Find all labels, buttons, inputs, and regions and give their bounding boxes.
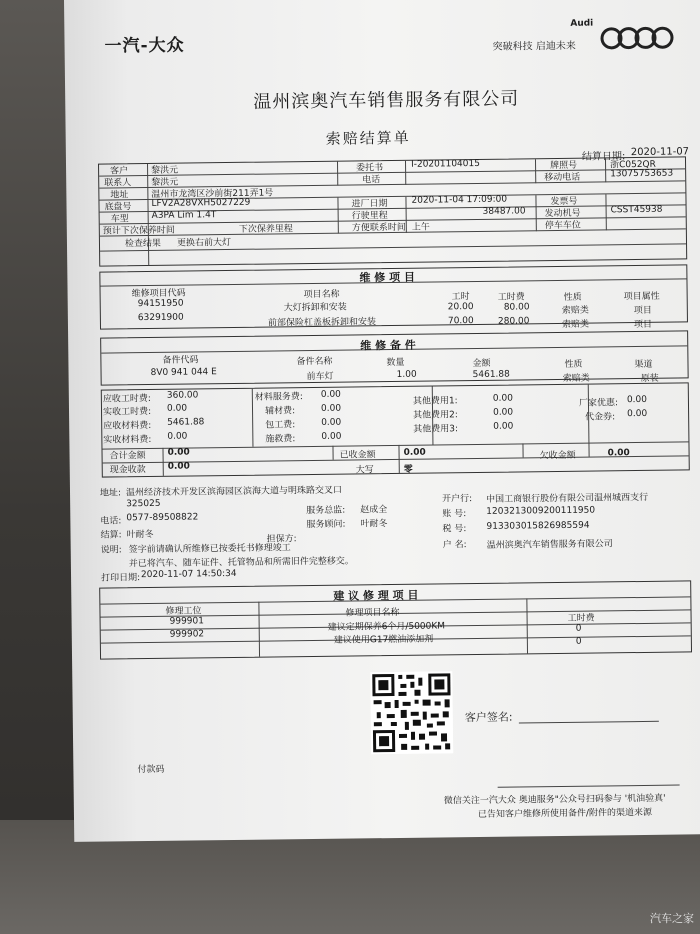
print-date: 2020-11-07 14:50:34 xyxy=(140,568,237,581)
address-label: 地址 xyxy=(110,190,129,201)
repair-row-2-code: 63291900 xyxy=(137,312,184,324)
repair-row-1-code: 94151950 xyxy=(137,298,184,310)
check-result-label: 检查结果 xyxy=(124,238,162,250)
vin-label: 底盘号 xyxy=(104,202,132,213)
received-amount-label: 已收金额 xyxy=(339,450,376,461)
tax-id-label: 税 号: xyxy=(442,524,467,535)
parts-channel-notice: 已告知客户维修所使用备件/附件的渠道来源 xyxy=(477,807,653,821)
total-amount-label: 合计金额 xyxy=(109,451,146,462)
payment-qr-code[interactable] xyxy=(370,671,453,754)
other-fee-1-value: 0.00 xyxy=(492,393,514,404)
next-maint-mileage-label: 下次保养里程 xyxy=(238,224,293,235)
account-number: 1203213009200111950 xyxy=(486,505,596,517)
suggest-row-1-fee: 0 xyxy=(575,623,582,634)
aux-material-label: 辅材费: xyxy=(264,406,296,417)
plate-value: 浙C052QR xyxy=(609,159,656,171)
account-label: 账 号: xyxy=(442,509,467,520)
parts-row-1-code: 8V0 941 044 E xyxy=(150,367,217,378)
repair-row-1-name: 大灯拆卸和安装 xyxy=(283,302,347,314)
settler: 叶耐冬 xyxy=(126,529,154,541)
company-name: 温州滨奥汽车销售服务有限公司 xyxy=(253,88,520,113)
suggest-row-2-name: 建议使用G17燃油添加剂 xyxy=(333,634,434,646)
print-date-label: 打印日期: xyxy=(101,573,141,584)
wechat-promo-text: 微信关注一汽大众 奥迪服务"公众号扫码参与 '机油验真' xyxy=(443,793,666,807)
material-received-label: 实收材料费: xyxy=(103,434,152,446)
other-fee-3-label: 其他费用3: xyxy=(413,424,459,435)
suggest-section-title: 建 议 修 理 项 目 xyxy=(333,588,419,603)
settle-date-label: 结算日期: xyxy=(581,151,626,163)
vin-value: LFV2A28VXH5027229 xyxy=(151,197,251,209)
repair-row-1-nature: 索赔类 xyxy=(561,305,589,316)
suggest-row-2-fee: 0 xyxy=(575,636,582,647)
material-receivable-label: 应收材料费: xyxy=(103,420,152,432)
repair-header-fee: 工时费 xyxy=(497,292,525,303)
phone-label: 电话 xyxy=(362,175,381,186)
guarantor-label: 担保方: xyxy=(266,534,297,545)
invoice-label: 发票号 xyxy=(550,196,578,208)
customer-signature-label: 客户签名: xyxy=(464,710,513,725)
service-advisor-label: 服务顾问: xyxy=(306,519,346,531)
service-advisor: 叶耐冬 xyxy=(360,519,388,530)
suggest-header-name: 修理项目名称 xyxy=(345,607,400,619)
received-amount-value: 0.00 xyxy=(403,447,426,458)
owed-amount-value: 0.00 xyxy=(607,448,630,459)
repair-section-title: 维 修 项 目 xyxy=(359,270,415,285)
parts-row-1-qty: 1.00 xyxy=(396,369,417,380)
repair-row-2-fee: 280.00 xyxy=(497,316,530,327)
contract-fee-value: 0.00 xyxy=(321,417,342,428)
order-label: 委托书 xyxy=(356,163,384,174)
tax-id: 913303015826985594 xyxy=(486,520,590,532)
plate-label: 牌照号 xyxy=(550,160,578,172)
postcode: 325025 xyxy=(126,498,161,510)
other-fee-2-label: 其他费用2: xyxy=(413,410,458,421)
material-receivable-value: 5461.88 xyxy=(167,417,205,428)
other-fee-3-value: 0.00 xyxy=(493,421,514,432)
repair-row-1-hours: 20.00 xyxy=(447,302,474,313)
dealer-address-label: 地址: xyxy=(99,488,122,499)
contact-time-value: 上午 xyxy=(411,222,430,233)
mileage-value: 38487.00 xyxy=(482,206,526,217)
material-service-value: 0.00 xyxy=(320,389,341,400)
service-director: 赵成全 xyxy=(360,505,388,516)
parts-header-qty: 数量 xyxy=(386,357,405,369)
aux-material-value: 0.00 xyxy=(320,403,342,414)
next-maint-time-label: 预计下次保养时间 xyxy=(102,225,175,237)
bottom-rule xyxy=(498,785,680,788)
contact-time-label: 方便联系时间 xyxy=(351,222,406,234)
discount-value: 0.00 xyxy=(626,394,648,406)
repair-header-hours: 工时 xyxy=(451,292,470,303)
audi-slogan: 突破科技 启迪未来 xyxy=(492,40,576,53)
parts-section-title: 维 修 备 件 xyxy=(360,338,416,353)
rescue-fee-label: 施救费: xyxy=(265,434,296,445)
repair-row-2-hours: 70.00 xyxy=(447,316,474,327)
suggest-header-station: 修理工位 xyxy=(165,606,202,617)
repair-header-nature: 性质 xyxy=(563,292,582,303)
signature-line xyxy=(519,721,659,724)
parts-row-1-name: 前车灯 xyxy=(306,371,334,383)
account-name-label: 户 名: xyxy=(442,540,467,551)
customer-value: 黎洪元 xyxy=(151,165,179,176)
document-title: 索赔结算单 xyxy=(325,128,411,148)
repair-row-2-attr: 项目 xyxy=(633,319,653,331)
repair-header-code: 维修项目代码 xyxy=(131,288,186,300)
other-fee-2-value: 0.00 xyxy=(493,407,514,418)
entry-date-label: 进厂日期 xyxy=(351,199,388,210)
suggest-row-1-name: 建议定期保养6个月/5000KM xyxy=(327,621,446,633)
suggest-header-fee: 工时费 xyxy=(567,613,595,624)
dealer-address: 温州经济技术开发区滨海园区滨海大道与明珠路交叉口 xyxy=(125,485,343,499)
parts-header-name: 备件名称 xyxy=(296,356,333,368)
repair-header-name: 项目名称 xyxy=(303,289,340,301)
labor-receivable-label: 应收工时费: xyxy=(102,393,151,405)
total-amount-value: 0.00 xyxy=(167,447,190,458)
parts-header-channel: 渠道 xyxy=(634,359,653,371)
voucher-value: 0.00 xyxy=(627,408,648,420)
note-line-1: 签字前请确认所维修已按委托书修理竣工 xyxy=(128,543,291,556)
owed-amount-label: 欠收金额 xyxy=(539,450,576,462)
other-fee-1-label: 其他费用1: xyxy=(412,396,458,407)
repair-header-attr: 项目属性 xyxy=(623,291,660,303)
order-value: I-20201104015 xyxy=(410,158,480,170)
material-received-value: 0.00 xyxy=(167,431,188,442)
cash-received-value: 0.00 xyxy=(167,461,190,472)
autohome-watermark: 汽车之家 xyxy=(650,912,694,925)
note-line-2: 并已将汽车、随车证件、托管物品和所需旧件完整移交。 xyxy=(128,556,354,570)
voucher-label: 代金券: xyxy=(585,412,616,423)
audi-rings-logo xyxy=(600,26,690,51)
faw-vw-logo-text: 一汽-大众 xyxy=(104,35,185,57)
contract-fee-label: 包工费: xyxy=(265,420,296,431)
dealer-phone: 0577-89508822 xyxy=(126,512,199,524)
engine-label: 发动机号 xyxy=(544,208,581,220)
settle-date: 2020-11-07 xyxy=(630,146,690,159)
repair-row-1-attr: 项目 xyxy=(633,305,652,317)
bank-label: 开户行: xyxy=(442,494,473,505)
mobile-label: 移动电话 xyxy=(544,172,581,184)
bank-name: 中国工商银行股份有限公司温州城西支行 xyxy=(486,492,649,505)
parts-row-1-amount: 5461.88 xyxy=(472,369,510,381)
parts-row-1-nature: 索赔类 xyxy=(562,373,590,384)
parts-header-amount: 金额 xyxy=(472,358,491,370)
mileage-label: 行驶里程 xyxy=(351,211,388,222)
rescue-fee-value: 0.00 xyxy=(321,431,342,442)
contact-label: 联系人 xyxy=(104,178,132,189)
contact-value: 黎洪元 xyxy=(151,177,179,188)
repair-row-1-fee: 80.00 xyxy=(503,302,530,313)
qr-code-graphic xyxy=(370,671,453,754)
audi-small-text: Audi xyxy=(570,18,594,29)
settler-label: 结算: xyxy=(100,530,122,541)
cash-received-label: 现金收款 xyxy=(109,465,146,476)
material-service-label: 材料服务费: xyxy=(254,392,303,403)
customer-label: 客户 xyxy=(110,166,129,177)
check-result-value: 更换右前大灯 xyxy=(176,237,232,249)
model-label: 车型 xyxy=(110,214,129,225)
payment-code-label: 付款码 xyxy=(137,764,165,776)
note-label: 说明: xyxy=(100,545,122,556)
model-value: A3PA Lim 1.4T xyxy=(151,210,217,221)
uppercase-amount-value: 零 xyxy=(403,464,413,475)
entry-date-value: 2020-11-04 17:09:00 xyxy=(411,194,508,206)
parking-label: 停车车位 xyxy=(544,220,581,232)
repair-row-2-name: 前部保险杠盖板拆卸和安装 xyxy=(267,317,377,329)
discount-label: 厂家优惠: xyxy=(578,398,619,409)
parts-row-1-channel: 原装 xyxy=(640,373,659,384)
uppercase-amount-label: 大写 xyxy=(355,465,374,476)
dealer-phone-label: 电话: xyxy=(100,516,122,527)
suggest-row-2-station: 999902 xyxy=(169,629,205,640)
mobile-value: 13075753653 xyxy=(610,168,674,180)
labor-received-label: 实收工时费: xyxy=(102,406,152,418)
labor-receivable-value: 360.00 xyxy=(166,390,199,401)
suggest-row-1-station: 999901 xyxy=(169,616,205,627)
labor-received-value: 0.00 xyxy=(166,403,188,414)
parts-header-code: 备件代码 xyxy=(162,355,199,366)
repair-row-2-nature: 索赔类 xyxy=(561,319,590,330)
account-name: 温州滨奥汽车销售服务有限公司 xyxy=(486,539,613,551)
engine-value: CSST45938 xyxy=(610,204,663,216)
address-value: 温州市龙湾区沙前街211弄1号 xyxy=(151,188,274,200)
claim-settlement-document xyxy=(64,0,700,842)
service-director-label: 服务总监: xyxy=(306,505,346,517)
parts-header-nature: 性质 xyxy=(564,359,583,370)
